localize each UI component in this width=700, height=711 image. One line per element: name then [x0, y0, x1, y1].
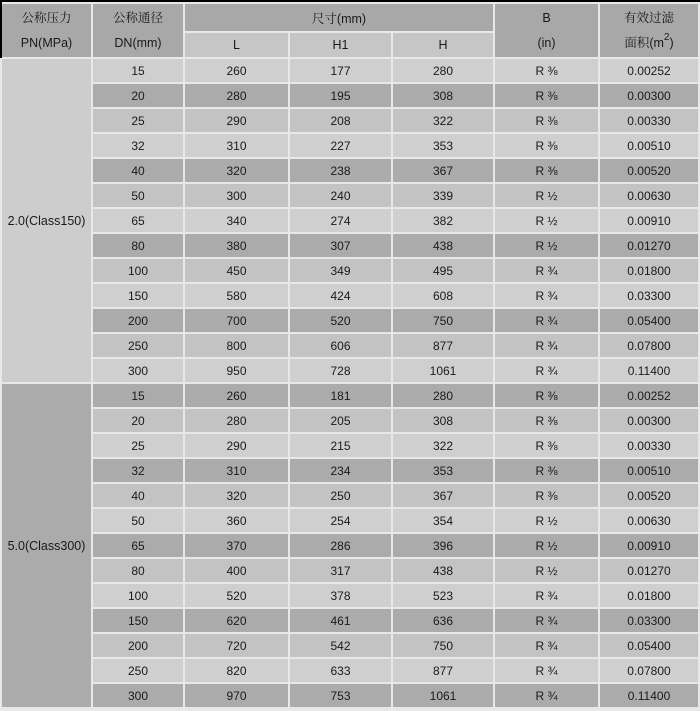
b-cell: R ⅜ — [495, 109, 598, 132]
h1-cell: 215 — [290, 434, 391, 457]
dn-cell: 32 — [93, 134, 183, 157]
b-header-line2: (in) — [537, 35, 556, 50]
dn-cell: 250 — [93, 659, 183, 682]
area-cell: 0.07800 — [600, 659, 698, 682]
area-cell: 0.00510 — [600, 134, 698, 157]
table-row — [2, 159, 698, 182]
h1-cell: 195 — [290, 84, 391, 107]
table-header — [2, 4, 698, 57]
b-cell: R ⅜ — [495, 459, 598, 482]
table-row — [2, 484, 698, 507]
b-cell: R ½ — [495, 559, 598, 582]
table-row — [2, 559, 698, 582]
area-cell: 0.01270 — [600, 234, 698, 257]
b-cell: R ⅜ — [495, 59, 598, 82]
h1-cell: 254 — [290, 509, 391, 532]
table-row — [2, 334, 698, 357]
dn-cell: 65 — [93, 534, 183, 557]
l-cell: 280 — [185, 409, 288, 432]
h-cell: 354 — [393, 509, 493, 532]
dn-cell: 80 — [93, 559, 183, 582]
l-cell: 450 — [185, 259, 288, 282]
b-cell: R ¾ — [495, 609, 598, 632]
table-row — [2, 59, 698, 82]
table-row — [2, 184, 698, 207]
area-cell: 0.01800 — [600, 259, 698, 282]
h1-cell: 317 — [290, 559, 391, 582]
l-cell: 970 — [185, 684, 288, 707]
h-cell: 353 — [393, 459, 493, 482]
table-row — [2, 459, 698, 482]
b-cell: R ⅜ — [495, 134, 598, 157]
h-cell: 877 — [393, 659, 493, 682]
b-cell: R ⅜ — [495, 484, 598, 507]
table-row — [2, 659, 698, 682]
dn-header-line1: 公称通径 — [112, 11, 163, 26]
area-cell: 0.00910 — [600, 209, 698, 232]
dn-cell: 40 — [93, 484, 183, 507]
h1-cell: 753 — [290, 684, 391, 707]
table-row — [2, 534, 698, 557]
area-cell: 0.00630 — [600, 184, 698, 207]
table-row — [2, 384, 698, 407]
h-cell: 1061 — [393, 359, 493, 382]
l-cell: 520 — [185, 584, 288, 607]
h1-cell: 424 — [290, 284, 391, 307]
table-row — [2, 609, 698, 632]
area-header-line1: 有效过滤 — [623, 11, 674, 26]
h-cell: 877 — [393, 334, 493, 357]
h-cell: 339 — [393, 184, 493, 207]
dn-header-line2: DN(mm) — [114, 35, 162, 50]
l-cell: 260 — [185, 59, 288, 82]
b-cell: R ½ — [495, 509, 598, 532]
b-cell: R ¾ — [495, 359, 598, 382]
table-body — [2, 59, 698, 707]
table-row — [2, 259, 698, 282]
h1-cell: 633 — [290, 659, 391, 682]
dn-cell: 150 — [93, 609, 183, 632]
table-row — [2, 234, 698, 257]
dn-cell: 15 — [93, 384, 183, 407]
l-cell: 400 — [185, 559, 288, 582]
h-cell: 396 — [393, 534, 493, 557]
dn-cell: 150 — [93, 284, 183, 307]
h1-cell: 378 — [290, 584, 391, 607]
area-cell: 0.11400 — [600, 684, 698, 707]
area-cell: 0.05400 — [600, 634, 698, 657]
b-cell: R ¾ — [495, 584, 598, 607]
area-cell: 0.00330 — [600, 434, 698, 457]
h-cell: 495 — [393, 259, 493, 282]
b-cell: R ¾ — [495, 684, 598, 707]
l-subheader-cell: L — [185, 33, 288, 57]
l-cell: 300 — [185, 184, 288, 207]
l-cell: 320 — [185, 159, 288, 182]
b-cell: R ¾ — [495, 309, 598, 332]
table-row — [2, 109, 698, 132]
h1-cell: 238 — [290, 159, 391, 182]
h1-cell: 208 — [290, 109, 391, 132]
area-header-cell — [600, 4, 698, 57]
dn-cell: 80 — [93, 234, 183, 257]
area-cell: 0.07800 — [600, 334, 698, 357]
h-cell: 750 — [393, 309, 493, 332]
l-cell: 290 — [185, 434, 288, 457]
h1-cell: 286 — [290, 534, 391, 557]
group-pn-cell: 2.0(Class150) — [2, 59, 91, 382]
dn-cell: 300 — [93, 359, 183, 382]
h1-cell: 728 — [290, 359, 391, 382]
strainer-spec-table — [0, 2, 700, 709]
dn-cell: 40 — [93, 159, 183, 182]
h-cell: 523 — [393, 584, 493, 607]
dn-header-cell — [93, 4, 183, 57]
area-cell: 0.00520 — [600, 159, 698, 182]
l-cell: 310 — [185, 134, 288, 157]
h-cell: 1061 — [393, 684, 493, 707]
dn-cell: 200 — [93, 634, 183, 657]
h-cell: 367 — [393, 484, 493, 507]
b-header-line1: B — [542, 11, 551, 26]
area-cell: 0.03300 — [600, 609, 698, 632]
table-row — [2, 634, 698, 657]
l-cell: 360 — [185, 509, 288, 532]
h-cell: 438 — [393, 234, 493, 257]
header-row-1 — [2, 4, 698, 31]
dn-cell: 50 — [93, 509, 183, 532]
dn-cell: 20 — [93, 84, 183, 107]
l-cell: 260 — [185, 384, 288, 407]
l-cell: 620 — [185, 609, 288, 632]
h-cell: 308 — [393, 409, 493, 432]
h1-cell: 181 — [290, 384, 391, 407]
table-row — [2, 409, 698, 432]
h-cell: 322 — [393, 109, 493, 132]
area-cell: 0.00520 — [600, 484, 698, 507]
l-cell: 800 — [185, 334, 288, 357]
area-cell: 0.00910 — [600, 534, 698, 557]
area-cell: 0.01270 — [600, 559, 698, 582]
h1-cell: 234 — [290, 459, 391, 482]
l-cell: 310 — [185, 459, 288, 482]
b-cell: R ⅜ — [495, 159, 598, 182]
h-cell: 322 — [393, 434, 493, 457]
l-cell: 340 — [185, 209, 288, 232]
h1-cell: 227 — [290, 134, 391, 157]
h1-cell: 461 — [290, 609, 391, 632]
area-header-line2: 面积$(m^2)$ — [624, 32, 674, 50]
pn-header-line1: 公称压力 — [21, 11, 72, 26]
l-cell: 580 — [185, 284, 288, 307]
b-cell: R ¾ — [495, 634, 598, 657]
area-cell: 0.05400 — [600, 309, 698, 332]
h-cell: 608 — [393, 284, 493, 307]
area-cell: 0.00300 — [600, 409, 698, 432]
l-cell: 720 — [185, 634, 288, 657]
area-cell: 0.11400 — [600, 359, 698, 382]
b-cell: R ⅜ — [495, 434, 598, 457]
b-cell: R ⅜ — [495, 409, 598, 432]
area-cell: 0.03300 — [600, 284, 698, 307]
l-cell: 290 — [185, 109, 288, 132]
area-cell: 0.00630 — [600, 509, 698, 532]
table-row — [2, 134, 698, 157]
b-cell: R ½ — [495, 209, 598, 232]
area-cell: 0.00330 — [600, 109, 698, 132]
group-pn-cell: 5.0(Class300) — [2, 384, 91, 707]
b-header-cell — [495, 4, 598, 57]
b-cell: R ½ — [495, 534, 598, 557]
h1-cell: 349 — [290, 259, 391, 282]
area-cell: 0.00252 — [600, 384, 698, 407]
l-cell: 950 — [185, 359, 288, 382]
h-cell: 280 — [393, 384, 493, 407]
b-cell: R ⅜ — [495, 84, 598, 107]
b-cell: R ¾ — [495, 659, 598, 682]
dn-cell: 25 — [93, 109, 183, 132]
area-superscript: 2 — [663, 32, 670, 44]
dn-cell: 200 — [93, 309, 183, 332]
area-cell: 0.00300 — [600, 84, 698, 107]
b-cell: R ½ — [495, 184, 598, 207]
l-cell: 820 — [185, 659, 288, 682]
h-cell: 636 — [393, 609, 493, 632]
table-row — [2, 84, 698, 107]
h1-cell: 542 — [290, 634, 391, 657]
h-cell: 280 — [393, 59, 493, 82]
size-group-header-cell: 尺寸(mm) — [185, 4, 493, 31]
h1-cell: 520 — [290, 309, 391, 332]
l-cell: 700 — [185, 309, 288, 332]
h-cell: 367 — [393, 159, 493, 182]
dn-cell: 15 — [93, 59, 183, 82]
l-cell: 280 — [185, 84, 288, 107]
b-cell: R ¾ — [495, 259, 598, 282]
dn-cell: 300 — [93, 684, 183, 707]
table-row — [2, 684, 698, 707]
table-row — [2, 209, 698, 232]
b-cell: R ⅜ — [495, 384, 598, 407]
h-cell: 438 — [393, 559, 493, 582]
pn-header-cell — [2, 4, 91, 57]
h-cell: 750 — [393, 634, 493, 657]
table-row — [2, 434, 698, 457]
h1-cell: 307 — [290, 234, 391, 257]
dn-cell: 100 — [93, 259, 183, 282]
area-cell: 0.01800 — [600, 584, 698, 607]
b-cell: R ¾ — [495, 284, 598, 307]
dn-cell: 250 — [93, 334, 183, 357]
b-cell: R ½ — [495, 234, 598, 257]
table-row — [2, 584, 698, 607]
b-cell: R ¾ — [495, 334, 598, 357]
table-row — [2, 284, 698, 307]
dn-cell: 65 — [93, 209, 183, 232]
dn-cell: 50 — [93, 184, 183, 207]
dn-cell: 20 — [93, 409, 183, 432]
h1-cell: 205 — [290, 409, 391, 432]
table-row — [2, 309, 698, 332]
h1-cell: 250 — [290, 484, 391, 507]
pn-header-line2: PN(MPa) — [20, 35, 73, 50]
table-row — [2, 359, 698, 382]
l-cell: 320 — [185, 484, 288, 507]
dn-cell: 100 — [93, 584, 183, 607]
table-row — [2, 509, 698, 532]
h1-subheader-cell: H1 — [290, 33, 391, 57]
area-cell: 0.00510 — [600, 459, 698, 482]
h-cell: 308 — [393, 84, 493, 107]
dn-cell: 25 — [93, 434, 183, 457]
h-subheader-cell: H — [393, 33, 493, 57]
h1-cell: 606 — [290, 334, 391, 357]
h1-cell: 240 — [290, 184, 391, 207]
h-cell: 382 — [393, 209, 493, 232]
h-cell: 353 — [393, 134, 493, 157]
header-left-black-edge — [0, 2, 2, 58]
area-cell: 0.00252 — [600, 59, 698, 82]
l-cell: 370 — [185, 534, 288, 557]
l-cell: 380 — [185, 234, 288, 257]
h1-cell: 274 — [290, 209, 391, 232]
dn-cell: 32 — [93, 459, 183, 482]
h1-cell: 177 — [290, 59, 391, 82]
